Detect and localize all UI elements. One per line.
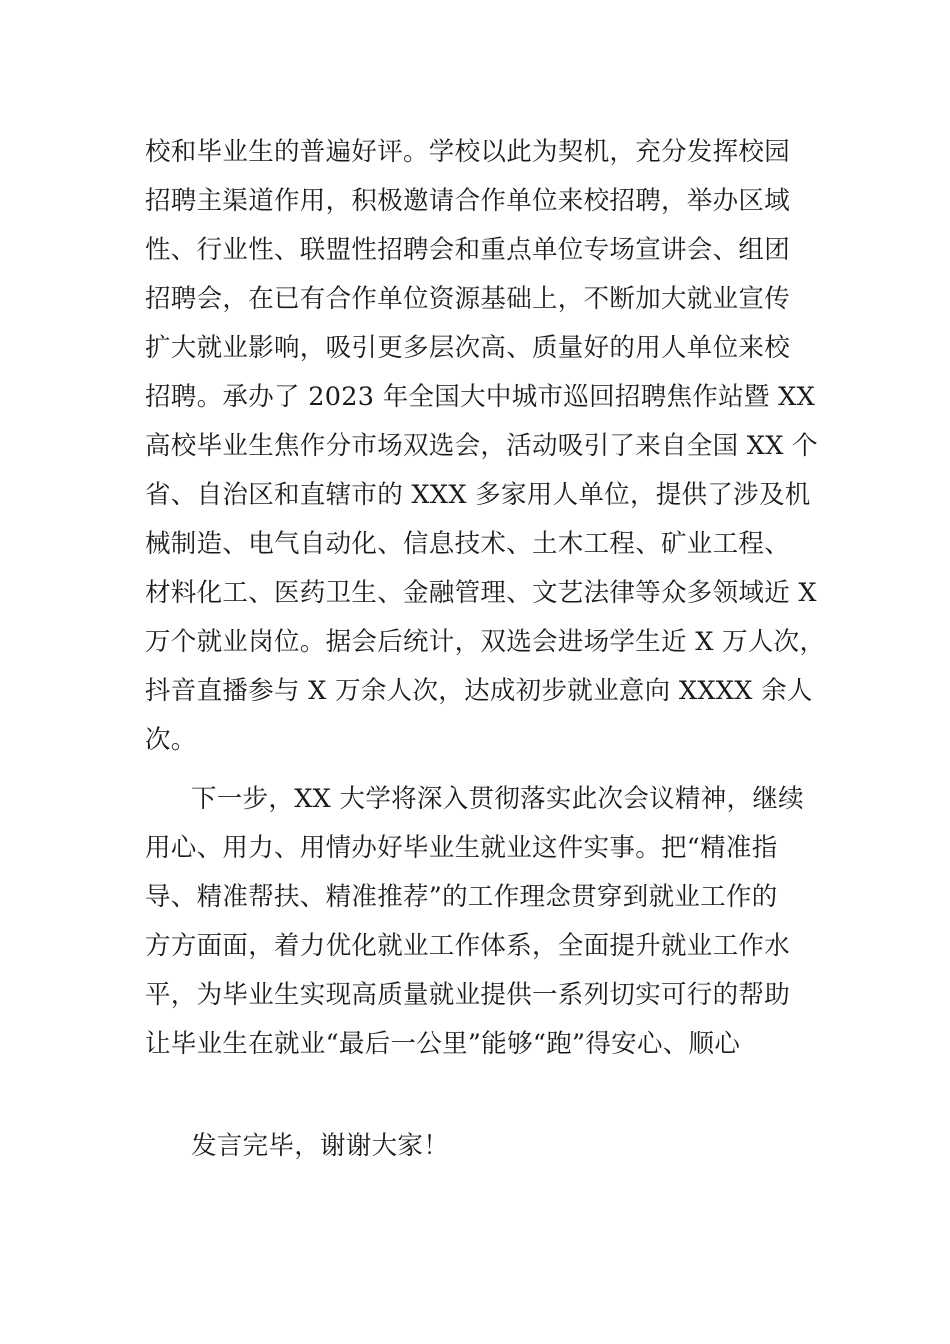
text-line: 让毕业生在就业“最后一公里”能够“跑”得安心、顺心 bbox=[145, 1029, 741, 1059]
text-line: 万个就业岗位。据会后统计，双选会进场学生近 X 万人次， bbox=[145, 627, 826, 657]
text-line: 导、精准帮扶、精准推荐”的工作理念贯穿到就业工作的 bbox=[145, 882, 778, 912]
text-line: 高校毕业生焦作分市场双选会，活动吸引了来自全国 XX 个 bbox=[145, 431, 818, 461]
text-line: 招聘。承办了 2023 年全国大中城市巡回招聘焦作站暨 XX bbox=[145, 382, 816, 412]
text-line: 性、行业性、联盟性招聘会和重点单位专场宣讲会、组团 bbox=[145, 235, 791, 265]
text-line-first: 下一步，XX 大学将深入贯彻落实此次会议精神，继续 bbox=[191, 784, 804, 814]
paragraph-closing bbox=[145, 1122, 825, 1171]
text-line: 材料化工、医药卫生、金融管理、文艺法律等众多领域近 X bbox=[145, 578, 817, 608]
paragraph-next-steps bbox=[145, 775, 825, 1069]
text-line: 械制造、电气自动化、信息技术、土木工程、矿业工程、 bbox=[145, 529, 791, 559]
text-line: 平，为毕业生实现高质量就业提供一系列切实可行的帮助 bbox=[145, 980, 791, 1010]
paragraph-recruitment-summary bbox=[145, 128, 825, 765]
text-line: 校和毕业生的普遍好评。学校以此为契机，充分发挥校园 bbox=[145, 137, 791, 167]
text-line: 方方面面，着力优化就业工作体系，全面提升就业工作水 bbox=[145, 931, 791, 961]
text-line: 省、自治区和直辖市的 XXX 多家用人单位，提供了涉及机 bbox=[145, 480, 811, 510]
text-line: 用心、用力、用情办好毕业生就业这件实事。把“精准指 bbox=[145, 833, 778, 863]
closing-line: 发言完毕，谢谢大家！ bbox=[191, 1131, 450, 1161]
text-line: 抖音直播参与 X 万余人次，达成初步就业意向 XXXX 余人 bbox=[145, 676, 813, 706]
text-line: 次。 bbox=[145, 725, 197, 755]
text-line: 扩大就业影响，吸引更多层次高、质量好的用人单位来校 bbox=[145, 333, 791, 363]
text-line: 招聘主渠道作用，积极邀请合作单位来校招聘，举办区域 bbox=[145, 186, 791, 216]
text-line: 招聘会，在已有合作单位资源基础上，不断加大就业宣传 bbox=[145, 284, 791, 314]
